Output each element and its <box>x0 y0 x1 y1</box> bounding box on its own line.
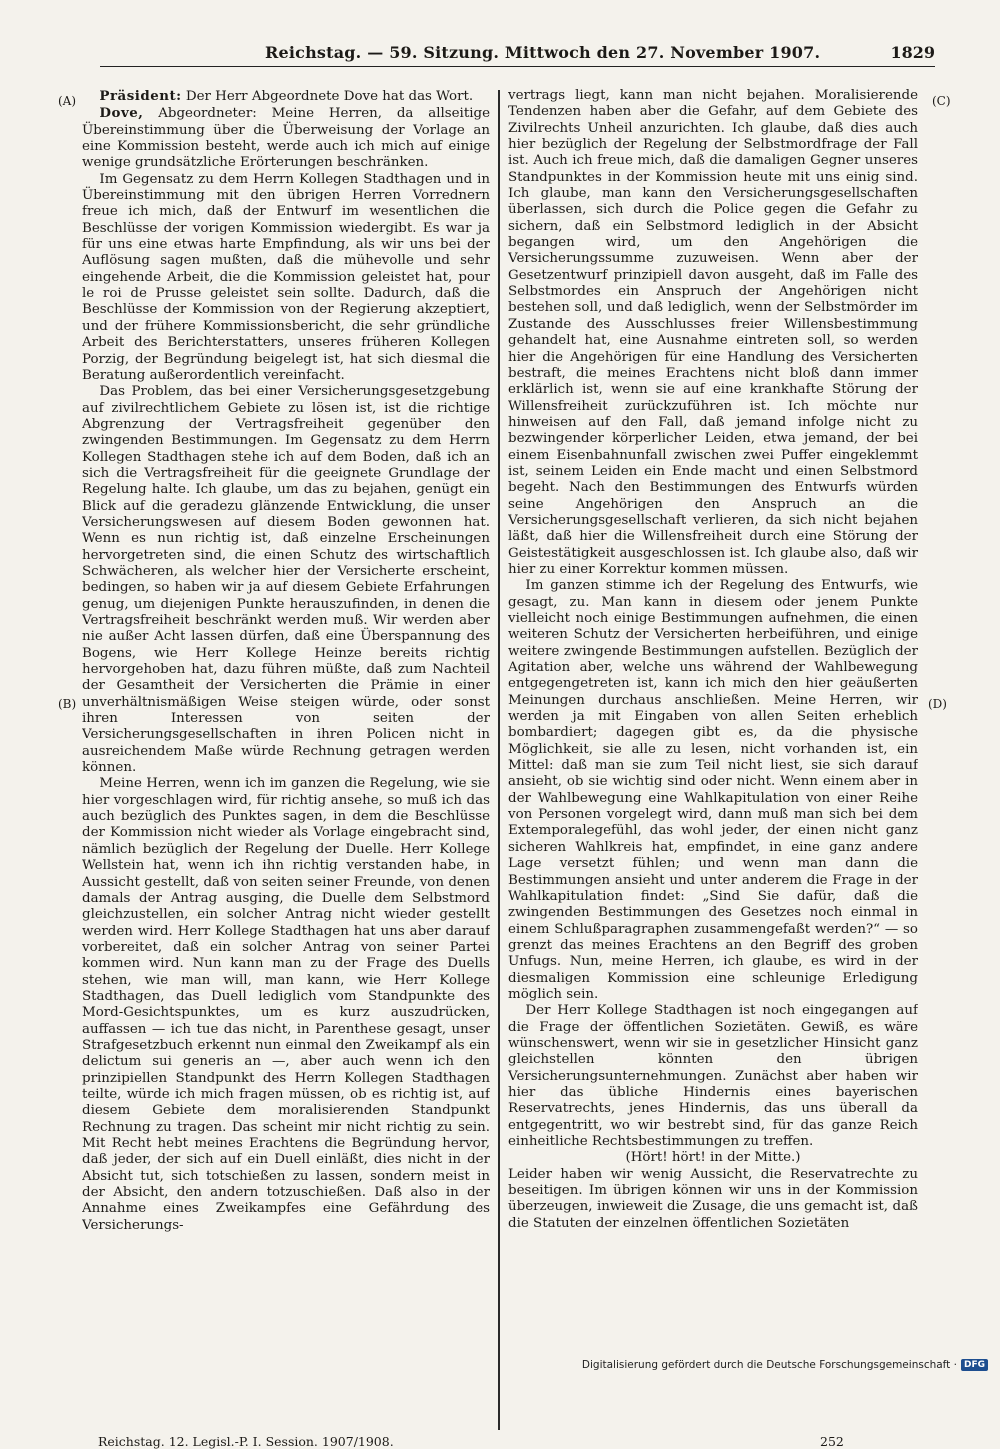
digitization-credit <box>582 1359 988 1371</box>
left-paragraph <box>82 776 490 1234</box>
column-divider <box>498 90 500 1430</box>
speaker-name: Dove, <box>99 105 144 122</box>
paragraph-text: vertrags liegt, kann man nicht bejahen. Moralisierende Tendenzen haben aber die Gefahr, auf dem Gebiete des Zivilrechts Unheil anzurichten. Ich glaube, daß dies auch hier bezüglich der Regelung der Selbstmordfrage der Fall ist. Auch ich freue mich, daß die damaligen Gegner unseres Standpunktes in der Kommission heute mit uns einig sind. Ich glaube, man kann den Versicherungsgesellschaften überlassen, sich durch die Police gegen die Gefahr zu sichern, daß ein Selbstmord lediglich in der Absicht begangen wird, um den Angehörigen die Versicherungssumme zuzuweisen. Wenn aber der Gesetzentwurf prinzipiell davon ausgeht, daß im Falle des Selbstmordes ein Anspruch der Angehörigen nicht bestehen soll, und daß lediglich, wenn der Selbstmörder im Zustande des Ausschlusses freier Willensbestimmung gehandelt hat, eine Ausnahme eintreten soll, so werden hier die Angehörigen für eine Handlung des Versicherten bestraft, die meines Erachtens nicht bloß dann immer erklärlich ist, wenn sie auf eine krankhafte Störung der Willensfreiheit zurückzuführen ist. Ich möchte nur hinweisen auf den Fall, daß jemand infolge nicht zu bezwingender körperlicher Leiden, etwa jemand, der bei einem Eisenbahnunfall zwischen zwei Puffer eingeklemmt ist, seinem Leiden ein Ende macht und einen Selbstmord begeht. Nach den Bestimmungen des Entwurfs würden seine Angehörigen den Anspruch an die Versicherungsgesellschaft verlieren, da sich nicht bejahen läßt, daß hier die Willensfreiheit durch eine Störung der Geistestätigkeit ausgeschlossen ist. Ich glaube also, daß wir hier zu einer Korrektur kommen müssen. <box>508 88 918 577</box>
footer-session-info: Reichstag. 12. Legisl.-P. I. Session. 1907/1908. <box>98 1434 394 1449</box>
dfg-logo: DFG <box>961 1359 988 1371</box>
right-paragraph <box>508 1003 918 1150</box>
paragraph-text: Leider haben wir wenig Aussicht, die Reservatrechte zu beseitigen. Im übrigen können wir uns in der Kommission überzeugen, inwieweit die Zusage, die uns gemacht ist, daß die Statuten der einzelnen öffentlichen Sozietäten <box>508 1166 918 1231</box>
margin-marker-a: (A) <box>58 94 77 108</box>
page-header <box>100 36 935 67</box>
right-paragraph <box>508 1150 918 1166</box>
paragraph-text: Der Herr Abgeordnete Dove hat das Wort. <box>181 89 474 104</box>
left-paragraph <box>82 88 490 105</box>
digitization-note: Digitalisierung gefördert durch die Deutsche Forschungsgemeinschaft · <box>581 1359 957 1371</box>
margin-marker-c: (C) <box>932 94 951 108</box>
paragraph-text: (Hört! hört! in der Mitte.) <box>625 1150 801 1166</box>
page-number: 1829 <box>890 43 935 62</box>
left-paragraph <box>82 172 490 384</box>
left-paragraph <box>82 384 490 776</box>
paragraph-text: Der Herr Kollege Stadthagen ist noch eingegangen auf die Frage der öffentlichen Sozietäten. Gewiß, es wäre wünschenswert, wenn wir sie in gesetzlicher Hinsicht ganz gleichstellen könnten den übrigen Versicherungsunternehmungen. Zunächst aber haben wir hier das übliche Hindernis eines bayerischen Reservatrechts, jenes Hindernis, das uns überall da entgegentritt, wo wir bestrebt sind, für das ganze Reich einheitliche Rechtsbestimmungen zu treffen. <box>508 1003 918 1149</box>
paragraph-text: Im Gegensatz zu dem Herrn Kollegen Stadthagen und in Übereinstimmung mit den übrigen Herren Vorrednern freue ich mich, daß der Entwurf im wesentlichen die Beschlüsse der vorigen Kommission wiedergibt. Es war ja für uns eine etwas harte Empfindung, als wir uns bei der Auflösung sagen mußten, daß die mühevolle und sehr eingehende Arbeit, die die Kommission geleistet hat, pour le roi de Prusse geleistet sein sollte. Dadurch, daß die Beschlüsse der Kommission von der Regierung akzeptiert, und der frühere Kommissionsbericht, die sehr gründliche Arbeit des Berichterstatters, unseres früheren Kollegen Porzig, der Begründung beigelegt ist, hat sich diesmal die Beratung außerordentlich vereinfacht. <box>82 171 490 383</box>
right-column <box>508 88 918 1430</box>
speaker-name: Präsident: <box>99 88 182 104</box>
right-paragraph <box>508 1167 918 1232</box>
margin-marker-b: (B) <box>58 697 77 711</box>
paragraph-text: Abgeordneter: Meine Herren, da allseitige Übereinstimmung über die Überweisung der Vorlage an eine Kommission besteht, werde auch ich mich auf einige wenige grundsätzliche Erörterungen beschränken. <box>82 106 490 171</box>
footer-print-number: 252 <box>820 1434 844 1449</box>
right-paragraph <box>508 88 918 578</box>
left-column <box>82 88 490 1430</box>
right-paragraph <box>508 578 918 1003</box>
paragraph-text: Das Problem, das bei einer Versicherungsgesetzgebung auf zivilrechtlichem Gebiete zu lösen ist, ist die richtige Abgrenzung der Vertragsfreiheit gegenüber den zwingenden Bestimmungen. Im Gegensatz zu dem Herrn Kollegen Stadthagen stehe ich auf dem Boden, daß ich an sich die Vertragsfreiheit für die geeignete Grundlage der Regelung halte. Ich glaube, um das zu bejahen, genügt ein Blick auf die geradezu glänzende Entwicklung, die unser Versicherungswesen auf diesem Boden gewonnen hat. Wenn es nun richtig ist, daß einzelne Erscheinungen hervorgetreten sind, die einen Schutz des wirtschaftlich Schwächeren, als welcher hier der Versicherte erscheint, bedingen, so haben wir ja auf diesem Gebiete Erfahrungen genug, um diejenigen Punkte herauszufinden, in denen die Vertragsfreiheit beschränkt werden muß. Wir werden aber nie außer Acht lassen dürfen, daß eine Überspannung des Bogens, wie Herr Kollege Heinze bereits richtig hervorgehoben hat, dazu führen müßte, daß zum Nachteil der Gesamtheit der Versicherten die Prämie in einer unverhältnismäßigen Weise steigen würde, oder sonst ihren Interessen von seiten der Versicherungsgesellschaften in ihren Policen nicht in ausreichendem Maße würde Rechnung getragen werden können. <box>82 384 490 776</box>
left-paragraph <box>82 105 490 171</box>
paragraph-text: Meine Herren, wenn ich im ganzen die Regelung, wie sie hier vorgeschlagen wird, für richtig ansehe, so muß ich das auch bezüglich des Punktes sagen, in dem die Beschlüsse der Kommission nicht wieder als Vorlage eingebracht sind, nämlich bezüglich der Regelung der Duelle. Herr Kollege Wellstein hat, wenn ich ihn richtig verstanden habe, in Aussicht gestellt, daß von seiten seiner Freunde, von denen damals der Antrag ausging, die Duelle dem Selbstmord gleichzustellen, ein solcher Antrag nicht wieder gestellt werden wird. Herr Kollege Stadthagen hat uns aber darauf vorbereitet, daß ein solcher Antrag von seiner Partei kommen wird. Nun kann man zu der Frage des Duells stehen, wie man will, man kann, wie Herr Kollege Stadthagen, das Duell lediglich vom Standpunkte des Mord-Gesichtspunktes, um es kurz auszudrücken, auffassen — ich tue das nicht, in Parenthese gesagt, unser Strafgesetzbuch erkennt nun einmal den Zweikampf als ein delictum sui generis an —, aber auch wenn ich den prinzipiellen Standpunkt des Herrn Kollegen Stadthagen teilte, würde ich mich fragen müssen, ob es richtig ist, auf diesem Gebiete dem moralisierenden Standpunkt Rechnung zu tragen. Das scheint mir nicht richtig zu sein. Mit Recht hebt meines Erachtens die Begründung hervor, daß jeder, der sich auf ein Duell einläßt, dies nicht in der Absicht tut, sich totschießen zu lassen, sondern meist in der Absicht, den andern totzuschießen. Daß also in der Annahme eines Zweikampfes eine Gefährdung des Versicherungs- <box>82 776 490 1233</box>
margin-marker-d: (D) <box>928 697 947 711</box>
paragraph-text: Im ganzen stimme ich der Regelung des Entwurfs, wie gesagt, zu. Man kann in diesem oder jenem Punkte vielleicht noch einige Bestimmungen aufnehmen, die einen weiteren Schutz der Versicherten herbeiführen, und einige weitere zwingende Bestimmungen aufstellen. Bezüglich der Agitation aber, welche uns während der Wahlbewegung entgegengetreten ist, kann ich mich den hier geäußerten Meinungen durchaus anschließen. Meine Herren, wir werden ja mit Eingaben von allen Seiten erheblich bombardiert; dagegen gibt es, da die physische Möglichkeit, sie alle zu lesen, nicht vorhanden ist, ein Mittel: daß man sie zum Teil nicht liest, sie sich darauf ansieht, ob sie wichtig sind oder nicht. Wenn einem aber in der Wahlbewegung eine Wahlkapitulation von einer Reihe von Personen vorgelegt wird, dann muß man sich bei dem Extemporalegefühl, das wohl jeder, der einen nicht ganz sicheren Wahlkreis hat, empfindet, in eine ganz andere Lage versetzt fühlen; und wenn man dann die Bestimmungen ansieht und unter anderem die Frage in der Wahlkapitulation findet: „Sind Sie dafür, daß die zwingenden Bestimmungen des Gesetzes noch einmal in einem Schlußparagraphen zusammengefaßt werden?“ — so grenzt das meines Erachtens an den Begriff des groben Unfugs. Nun, meine Herren, ich glaube, es wird in der diesmaligen Kommission eine schleunige Erledigung möglich sein. <box>508 578 918 1002</box>
page-title: Reichstag. — 59. Sitzung. Mittwoch den 27. November 1907. <box>265 43 821 62</box>
